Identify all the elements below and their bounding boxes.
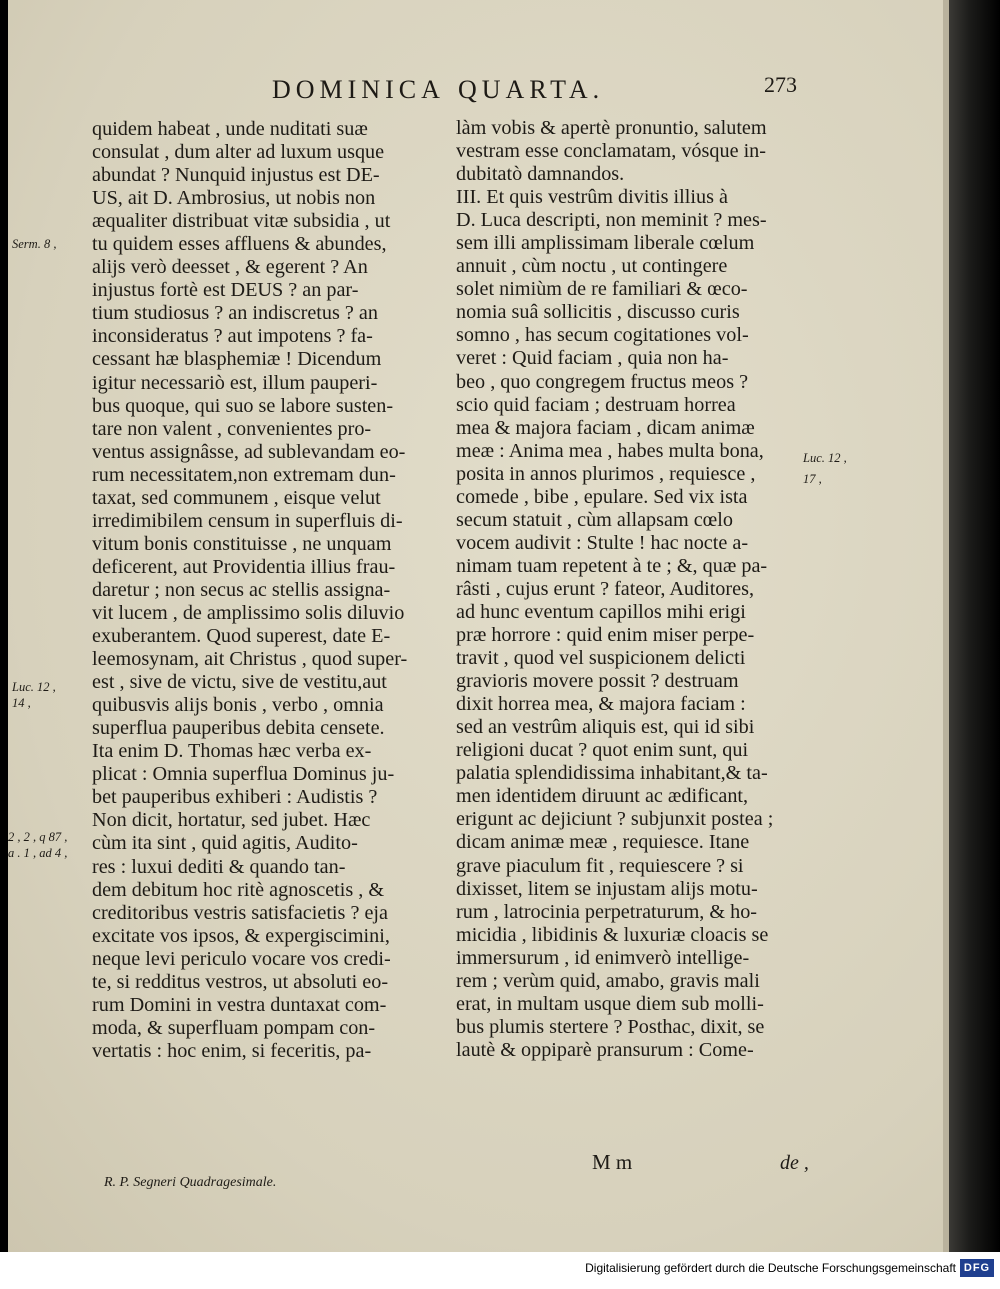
left-column-line: irredimibilem censum in superfluis di-: [92, 509, 403, 532]
left-column-line: bus quoque, qui suo se labore susten-: [92, 394, 394, 417]
left-column-line: superflua pauperibus debita censete.: [92, 717, 385, 740]
right-column-line: immersurum , id enimverò intellige-: [456, 946, 750, 969]
left-column-line: cessant hæ blasphemiæ ! Dicendum: [92, 348, 382, 371]
right-column-line: D. Luca descripti, non meminit ? mes-: [456, 209, 767, 232]
left-column-line: igitur necessariò est, illum pauperi-: [92, 371, 378, 394]
left-column-line: vitum bonis constituisse , ne unquam: [92, 532, 392, 555]
left-column-line: æqualiter distribuat vitæ subsidia , ut: [92, 210, 391, 233]
right-column-line: mea & majora faciam , dicam animæ: [456, 416, 755, 439]
left-column-line: ventus assignâsse, ad sublevandam eo-: [92, 440, 406, 463]
left-column-line: cùm ita sint , quid agitis, Audito-: [92, 832, 358, 855]
right-column-line: gravioris movere possit ? destruam: [456, 670, 739, 693]
right-column-line: lautè & oppiparè pransurum : Come-: [456, 1038, 754, 1061]
left-column-line: consulat , dum alter ad luxum usque: [92, 141, 385, 164]
right-column-line: nimam tuam repetent à te ; &, quæ pa-: [456, 554, 768, 577]
left-column-line: excitate vos ipsos, & expergiscimini,: [92, 924, 390, 947]
margin-note-thomas-2: a . 1 , ad 4 ,: [8, 846, 68, 860]
right-column-line: men identidem diruunt ac ædificant,: [456, 785, 749, 808]
left-column-line: est , sive de victu, sive de vestitu,aut: [92, 671, 387, 694]
running-header-left: DOMINICA: [272, 75, 445, 104]
left-column-line: abundat ? Nunquid injustus est DE-: [92, 164, 380, 187]
left-column-line: Ita enim D. Thomas hæc verba ex-: [92, 740, 372, 763]
right-column-line: comede , bibe , epulare. Sed vix ista: [456, 485, 748, 508]
right-column-line: micidia , libidinis & luxuriæ cloacis se: [456, 923, 769, 946]
left-column-line: rum necessitatem,non extremam dun-: [92, 463, 396, 486]
left-column-line: te, si redditus vestros, ut absoluti eo-: [92, 970, 389, 993]
margin-note-serm: Serm. 8 ,: [12, 237, 57, 251]
footer-credit: Digitalisierung gefördert durch die Deutsche Forschungsgemeinschaft: [585, 1261, 956, 1275]
left-column-line: dem debitum hoc ritè agnoscetis , &: [92, 878, 385, 901]
right-column-line: erat, in multam usque diem sub molli-: [456, 992, 764, 1015]
left-column-line: quidem habeat , unde nuditati suæ: [92, 118, 368, 140]
right-column-line: vestram esse conclamatam, vósque in-: [456, 140, 766, 163]
left-column-line: leemosynam, ait Christus , quod super-: [92, 648, 408, 671]
right-column-line: ad hunc eventum capillos mihi erigi: [456, 600, 746, 623]
right-column-line: dixisset, litem se injustam alijs motu-: [456, 877, 758, 900]
right-column-line: III. Et quis vestrûm divitis illius à: [456, 186, 728, 209]
left-column-line: res : luxui dediti & quando tan-: [92, 855, 346, 878]
right-column-line: rum , latrocinia perpetraturum, & ho-: [456, 900, 758, 923]
right-column-line: nomia suâ sollicitis , discusso curis: [456, 301, 740, 324]
right-column-line: sem illi amplissimam liberale cœlum: [456, 232, 755, 255]
right-column-line: râsti , cujus erunt ? fateor, Auditores,: [456, 577, 754, 600]
dfg-logo: DFG: [960, 1259, 994, 1277]
right-column-line: meæ : Anima mea , habes multa bona,: [456, 439, 764, 462]
right-column-line: palatia splendidissima inhabitant,& ta-: [456, 762, 768, 785]
right-column-line: dubitatò damnandos.: [456, 163, 625, 186]
left-column-line: neque levi periculo vocare vos credi-: [92, 947, 391, 970]
margin-note-luc-left-2: 14 ,: [12, 696, 31, 710]
margin-note-luc-right-1: Luc. 12 ,: [803, 451, 847, 465]
right-column-line: bus plumis stertere ? Posthac, dixit, se: [456, 1015, 765, 1038]
left-column-line: tium studiosus ? an indiscretus ? an: [92, 302, 378, 325]
right-column-line: làm vobis & apertè pronuntio, salutem: [456, 117, 767, 139]
left-column-line: moda, & superfluam pompam con-: [92, 1016, 376, 1039]
right-column-line: posita in annos plurimos , requiesce ,: [456, 462, 756, 485]
margin-note-luc-right-2: 17 ,: [803, 472, 822, 486]
left-column-line: vit lucem , de amplissimo solis diluvio: [92, 601, 405, 624]
left-column-line: tu quidem esses affluens & abundes,: [92, 233, 387, 256]
left-column-line: alijs verò deesset , & egerent ? An: [92, 256, 368, 279]
margin-note-thomas-1: 2 , 2 , q 87 ,: [8, 830, 68, 844]
right-column-line: veret : Quid faciam , quia non ha-: [456, 347, 729, 370]
left-column-line: exuberantem. Quod superest, date E-: [92, 625, 391, 648]
left-column-line: bet pauperibus exhiberi : Audistis ?: [92, 786, 378, 809]
left-column-line: inconsideratus ? aut impotens ? fa-: [92, 325, 373, 348]
left-column-line: deficerent, aut Providentia illius frau-: [92, 555, 396, 578]
left-column-line: injustus fortè est DEUS ? an par-: [92, 279, 359, 302]
right-column-line: vocem audivit : Stulte ! hac nocte a-: [456, 531, 749, 554]
right-column-line: dicam animæ meæ , requiesce. Itane: [456, 831, 750, 854]
right-column-line: dixit horrea mea, & majora faciam :: [456, 693, 746, 716]
left-column-line: tare non valent , convenientes pro-: [92, 417, 372, 440]
left-text-column: [92, 118, 442, 1063]
signature-mark: M m: [592, 1150, 633, 1174]
page-number: 273: [764, 72, 797, 97]
left-column-line: plicat : Omnia superflua Dominus ju-: [92, 763, 395, 786]
left-column-line: daretur ; non secus ac stellis assigna-: [92, 578, 391, 601]
left-column-line: taxat, sed communem , eisque velut: [92, 486, 381, 509]
right-column-line: annuit , cùm noctu , ut contingere: [456, 255, 728, 278]
left-column-line: Non dicit, hortatur, sed jubet. Hæc: [92, 809, 371, 832]
right-column-line: scio quid faciam ; destruam horrea: [456, 393, 736, 416]
right-column-line: beo , quo congregem fructus meos ?: [456, 370, 749, 393]
catchline: R. P. Segneri Quadragesimale.: [104, 1175, 277, 1190]
left-column-line: quibusvis alijs bonis , verbo , omnia: [92, 694, 384, 717]
right-column-line: solet nimiùm de re familiari & œco-: [456, 278, 748, 301]
left-column-line: rum Domini in vestra duntaxat com-: [92, 993, 387, 1016]
left-column-line: creditoribus vestris satisfacietis ? eja: [92, 901, 388, 924]
right-text-column: [456, 117, 806, 1062]
left-column-line: vertatis : hoc enim, si feceritis, pa-: [92, 1039, 372, 1062]
scan-border: [949, 0, 1000, 1252]
right-column-line: erigunt ac dejiciunt ? subjunxit postea ;: [456, 808, 774, 831]
right-column-line: grave piaculum fit , requiescere ? si: [456, 854, 744, 877]
right-column-line: præ horrore : quid enim miser perpe-: [456, 624, 755, 647]
left-column-line: US, ait D. Ambrosius, ut nobis non: [92, 187, 376, 210]
right-column-line: secum statuit , cùm allapsam cœlo: [456, 508, 733, 531]
running-header-right: QUARTA.: [458, 75, 605, 104]
right-column-line: religioni ducat ? quot enim sunt, qui: [456, 739, 749, 762]
catchword: de ,: [780, 1152, 809, 1174]
right-column-line: travit , quod vel suspicionem delicti: [456, 647, 746, 670]
right-column-line: somno , has secum cogitationes vol-: [456, 324, 749, 347]
right-column-line: sed an vestrûm aliquis est, qui id sibi: [456, 716, 755, 739]
right-column-line: rem ; verùm quid, amabo, gravis mali: [456, 969, 760, 992]
margin-note-luc-left-1: Luc. 12 ,: [12, 680, 56, 694]
